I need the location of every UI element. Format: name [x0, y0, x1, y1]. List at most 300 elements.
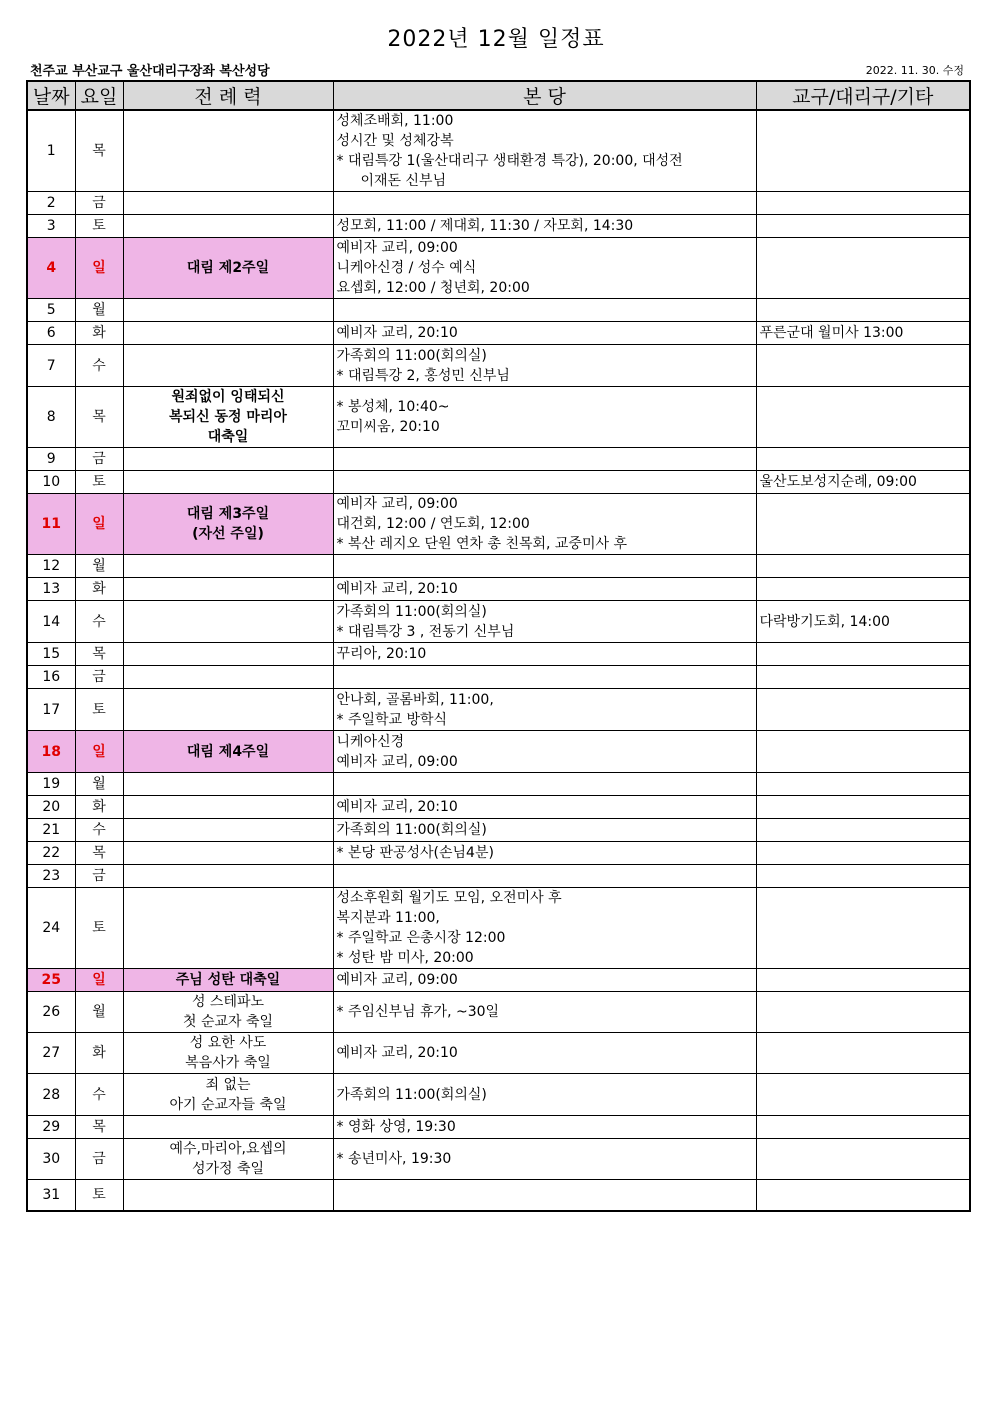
diocese-events — [756, 1033, 970, 1074]
diocese-events — [756, 238, 970, 299]
schedule-row — [27, 299, 970, 322]
liturgy-cell — [123, 238, 333, 299]
parish-events-line: * 대림특강 1(울산대리구 생태환경 특강), 20:00, 대성전 — [336, 153, 683, 169]
diocese-events — [756, 322, 970, 345]
revision-date: 2022. 11. 30. 수정 — [865, 64, 964, 77]
diocese-events — [756, 448, 970, 471]
day-of-week-line: 목 — [92, 646, 106, 662]
liturgy-cell — [123, 601, 333, 643]
day-number — [27, 1180, 75, 1211]
day-number — [27, 773, 75, 796]
parish-events — [333, 731, 756, 773]
day-number — [27, 494, 75, 555]
day-number — [27, 471, 75, 494]
day-number-line: 25 — [41, 972, 61, 988]
parish-events — [333, 865, 756, 888]
diocese-events — [756, 819, 970, 842]
parish-events-line: 성소후원회 월기도 모임, 오전미사 후 — [336, 890, 562, 906]
day-number-line: 14 — [42, 613, 61, 630]
liturgy-cell — [123, 110, 333, 192]
liturgy-cell — [123, 643, 333, 666]
liturgy-cell — [123, 666, 333, 689]
day-number-line: 9 — [46, 451, 56, 467]
day-of-week — [75, 666, 123, 689]
day-number-line: 22 — [42, 845, 61, 861]
liturgy-cell — [123, 1180, 333, 1211]
schedule-body — [27, 110, 970, 1211]
day-number — [27, 842, 75, 865]
schedule-row — [27, 448, 970, 471]
day-of-week — [75, 992, 123, 1033]
parish-events-line: 성체조배회, 11:00 — [336, 113, 454, 129]
schedule-table — [26, 80, 971, 1212]
parish-events — [333, 555, 756, 578]
liturgy-cell — [123, 299, 333, 322]
day-number-line: 3 — [46, 218, 56, 234]
parish-events-line: * 본당 판공성사(손님4분) — [336, 845, 494, 861]
liturgy-cell — [123, 387, 333, 448]
day-of-week — [75, 345, 123, 387]
parish-events — [333, 773, 756, 796]
day-number-line: 23 — [42, 868, 61, 884]
day-number-line: 29 — [42, 1119, 61, 1135]
diocese-events — [756, 888, 970, 969]
parish-events-line: * 대림특강 3 , 전동기 신부님 — [336, 623, 515, 640]
liturgy-cell — [123, 773, 333, 796]
parish-events-line: 예비자 교리, 09:00 — [336, 496, 458, 512]
parish-events — [333, 1116, 756, 1139]
day-of-week-line: 토 — [92, 1186, 106, 1203]
header-parish: 본 당 — [333, 81, 756, 110]
parish-events — [333, 299, 756, 322]
diocese-events — [756, 969, 970, 992]
liturgy-cell-line: 성가정 축일 — [191, 1161, 265, 1177]
parish-events — [333, 666, 756, 689]
day-number-line: 7 — [46, 357, 56, 374]
diocese-events — [756, 601, 970, 643]
schedule-row — [27, 643, 970, 666]
liturgy-cell — [123, 689, 333, 731]
day-of-week — [75, 299, 123, 322]
schedule-row — [27, 555, 970, 578]
diocese-events — [756, 865, 970, 888]
header-day-of-week: 요일 — [75, 81, 123, 110]
parish-events — [333, 448, 756, 471]
schedule-row — [27, 215, 970, 238]
liturgy-cell — [123, 494, 333, 555]
liturgy-cell-line: 대림 제3주일 — [186, 506, 270, 522]
parish-events — [333, 192, 756, 215]
day-of-week-line: 수 — [92, 357, 106, 374]
day-number — [27, 215, 75, 238]
day-number-line: 8 — [46, 409, 56, 425]
liturgy-cell-line: 원죄없이 잉태되신 — [171, 389, 285, 405]
day-number — [27, 601, 75, 643]
parish-events — [333, 110, 756, 192]
day-of-week — [75, 192, 123, 215]
parish-events-line: 안나회, 골롬바회, 11:00, — [336, 691, 494, 708]
parish-events-line: 예비자 교리, 09:00 — [336, 753, 458, 770]
liturgy-cell — [123, 192, 333, 215]
liturgy-cell — [123, 731, 333, 773]
day-of-week-line: 월 — [92, 776, 106, 792]
parish-events — [333, 819, 756, 842]
schedule-row — [27, 387, 970, 448]
parish-events — [333, 1033, 756, 1074]
liturgy-cell — [123, 1074, 333, 1116]
header-row — [27, 81, 970, 110]
day-of-week-line: 토 — [92, 701, 106, 718]
liturgy-cell-line: 주님 성탄 대축일 — [175, 972, 281, 988]
parish-events — [333, 215, 756, 238]
day-number — [27, 1074, 75, 1116]
diocese-events — [756, 842, 970, 865]
day-number — [27, 666, 75, 689]
diocese-events — [756, 192, 970, 215]
day-number — [27, 387, 75, 448]
diocese-events-line: 울산도보성지순례, 09:00 — [759, 474, 917, 490]
parish-events — [333, 643, 756, 666]
schedule-row — [27, 345, 970, 387]
parish-events — [333, 796, 756, 819]
schedule-row — [27, 1074, 970, 1116]
day-number — [27, 345, 75, 387]
day-number-line: 30 — [42, 1151, 61, 1167]
parish-events-line: 대건회, 12:00 / 연도회, 12:00 — [336, 516, 530, 532]
parish-events — [333, 345, 756, 387]
parish-events-line: 예비자 교리, 20:10 — [336, 325, 458, 341]
parish-events-line: 예비자 교리, 20:10 — [336, 799, 458, 815]
liturgy-cell — [123, 345, 333, 387]
diocese-events — [756, 299, 970, 322]
parish-events-line: 가족회의 11:00(회의실) — [336, 822, 487, 838]
parish-events-line: 예비자 교리, 09:00 — [336, 972, 458, 988]
diocese-events — [756, 731, 970, 773]
day-of-week-line: 목 — [92, 409, 106, 425]
day-number-line: 11 — [41, 516, 61, 532]
liturgy-cell-line: 죄 없는 — [205, 1076, 251, 1093]
schedule-row — [27, 969, 970, 992]
day-of-week-line: 토 — [92, 474, 106, 490]
day-of-week-line: 일 — [92, 743, 106, 760]
parish-events-line: 니케아신경 / 성수 예식 — [336, 260, 477, 276]
day-of-week-line: 월 — [92, 558, 106, 574]
day-of-week-line: 화 — [92, 1045, 106, 1061]
day-of-week-line: 화 — [92, 799, 106, 815]
parish-events-line: 꾸리아, 20:10 — [336, 646, 427, 662]
parish-events-line: * 봉성체, 10:40~ — [336, 399, 450, 415]
parish-events-line: 가족회의 11:00(회의실) — [336, 1086, 487, 1103]
day-number — [27, 1116, 75, 1139]
parish-events-line: 가족회의 11:00(회의실) — [336, 347, 487, 364]
parish-name: 천주교 부산교구 울산대리구장좌 복산성당 — [30, 64, 270, 79]
parish-events-line: 꼬미씨움, 20:10 — [336, 419, 440, 435]
liturgy-cell-line: 대림 제4주일 — [186, 743, 270, 760]
day-number — [27, 555, 75, 578]
parish-events — [333, 1139, 756, 1180]
liturgy-cell-line: 대림 제2주일 — [186, 260, 270, 276]
day-of-week-line: 목 — [92, 845, 106, 861]
liturgy-cell-line: 아기 순교자들 축일 — [169, 1096, 287, 1113]
day-of-week — [75, 448, 123, 471]
liturgy-cell — [123, 796, 333, 819]
day-number — [27, 1033, 75, 1074]
liturgy-cell — [123, 448, 333, 471]
parish-events-line: 예비자 교리, 20:10 — [336, 1045, 458, 1061]
liturgy-cell-line: 대축일 — [207, 429, 249, 445]
day-number-line: 2 — [46, 195, 56, 211]
day-of-week — [75, 731, 123, 773]
parish-events-line: 예비자 교리, 20:10 — [336, 581, 458, 597]
day-number-line: 20 — [42, 799, 61, 815]
schedule-row — [27, 1180, 970, 1211]
day-number-line: 1 — [46, 143, 56, 159]
header-liturgy: 전 례 력 — [123, 81, 333, 110]
day-number-line: 21 — [42, 822, 61, 838]
parish-events-line: 예비자 교리, 09:00 — [336, 240, 458, 256]
day-number-line: 17 — [42, 701, 61, 718]
parish-events — [333, 689, 756, 731]
day-of-week-line: 월 — [92, 1004, 106, 1020]
parish-events — [333, 601, 756, 643]
schedule-row — [27, 578, 970, 601]
header-diocese: 교구/대리구/기타 — [756, 81, 970, 110]
parish-events — [333, 969, 756, 992]
liturgy-cell-line: 첫 순교자 축일 — [182, 1014, 274, 1030]
day-number-line: 4 — [46, 260, 57, 276]
parish-events-line: 이재돈 신부님 — [360, 173, 447, 189]
diocese-events — [756, 110, 970, 192]
parish-events-line: * 복산 레지오 단원 연차 총 친목회, 교중미사 후 — [336, 536, 627, 552]
liturgy-cell — [123, 555, 333, 578]
liturgy-cell — [123, 842, 333, 865]
day-of-week — [75, 1074, 123, 1116]
day-number — [27, 888, 75, 969]
liturgy-cell — [123, 215, 333, 238]
liturgy-cell — [123, 888, 333, 969]
day-of-week — [75, 773, 123, 796]
parish-events-line: 니케아신경 — [336, 733, 405, 750]
day-number — [27, 865, 75, 888]
schedule-row — [27, 1033, 970, 1074]
parish-events-line: 요셉회, 12:00 / 청년회, 20:00 — [336, 280, 530, 296]
schedule-row — [27, 192, 970, 215]
day-of-week-line: 월 — [92, 302, 106, 318]
diocese-events-line: 다락방기도회, 14:00 — [759, 613, 890, 630]
schedule-row — [27, 842, 970, 865]
diocese-events — [756, 643, 970, 666]
day-of-week-line: 금 — [92, 195, 106, 211]
day-number-line: 31 — [42, 1186, 61, 1203]
diocese-events — [756, 578, 970, 601]
diocese-events — [756, 345, 970, 387]
diocese-events — [756, 471, 970, 494]
parish-events-line: 가족회의 11:00(회의실) — [336, 603, 487, 620]
day-number — [27, 992, 75, 1033]
parish-events — [333, 992, 756, 1033]
day-of-week-line: 수 — [92, 822, 106, 838]
day-of-week-line: 금 — [92, 1151, 106, 1167]
schedule-row — [27, 322, 970, 345]
liturgy-cell — [123, 969, 333, 992]
diocese-events — [756, 494, 970, 555]
diocese-events — [756, 1116, 970, 1139]
liturgy-cell-line: (자선 주일) — [192, 526, 264, 542]
parish-events-line: * 주일학교 은총시장 12:00 — [336, 930, 506, 946]
day-of-week-line: 토 — [92, 920, 106, 936]
day-number — [27, 1139, 75, 1180]
day-number-line: 24 — [42, 920, 61, 936]
diocese-events — [756, 387, 970, 448]
header-date: 날짜 — [27, 81, 75, 110]
diocese-events — [756, 1074, 970, 1116]
parish-events-line: 성모회, 11:00 / 제대회, 11:30 / 자모회, 14:30 — [336, 218, 634, 234]
diocese-events-line: 푸른군대 월미사 13:00 — [759, 325, 904, 341]
liturgy-cell-line: 성 요한 사도 — [189, 1035, 267, 1051]
diocese-events — [756, 992, 970, 1033]
day-of-week — [75, 1116, 123, 1139]
diocese-events — [756, 689, 970, 731]
parish-events — [333, 471, 756, 494]
day-number-line: 19 — [42, 776, 61, 792]
liturgy-cell — [123, 1033, 333, 1074]
day-number — [27, 731, 75, 773]
day-of-week-line: 일 — [92, 972, 106, 988]
schedule-row — [27, 238, 970, 299]
day-of-week-line: 화 — [92, 581, 106, 597]
diocese-events — [756, 666, 970, 689]
day-of-week-line: 금 — [92, 669, 106, 685]
parish-events — [333, 578, 756, 601]
day-number-line: 18 — [41, 743, 61, 760]
parish-events-line: 복지분과 11:00, — [336, 910, 440, 926]
day-of-week — [75, 865, 123, 888]
parish-events-line: * 주임신부님 휴가, ~30일 — [336, 1004, 500, 1020]
day-of-week — [75, 888, 123, 969]
parish-events-line: * 송년미사, 19:30 — [336, 1151, 452, 1167]
schedule-row — [27, 689, 970, 731]
day-of-week-line: 목 — [92, 143, 106, 159]
schedule-row — [27, 471, 970, 494]
day-of-week — [75, 969, 123, 992]
day-of-week-line: 목 — [92, 1119, 106, 1135]
day-of-week — [75, 842, 123, 865]
day-of-week — [75, 796, 123, 819]
day-of-week-line: 금 — [92, 868, 106, 884]
liturgy-cell — [123, 819, 333, 842]
liturgy-cell-line: 성 스테파노 — [191, 994, 265, 1010]
day-of-week — [75, 471, 123, 494]
schedule-row — [27, 865, 970, 888]
day-number-line: 15 — [42, 646, 61, 662]
liturgy-cell-line: 예수,마리아,요셉의 — [169, 1141, 287, 1157]
parish-events-line: * 대림특강 2, 홍성민 신부님 — [336, 367, 510, 384]
day-number-line: 16 — [42, 669, 61, 685]
parish-events — [333, 842, 756, 865]
day-of-week — [75, 819, 123, 842]
parish-events — [333, 1074, 756, 1116]
diocese-events — [756, 796, 970, 819]
day-of-week — [75, 387, 123, 448]
schedule-row — [27, 666, 970, 689]
parish-events — [333, 238, 756, 299]
liturgy-cell — [123, 1116, 333, 1139]
parish-events — [333, 494, 756, 555]
parish-events-line: * 주일학교 방학식 — [336, 711, 448, 728]
schedule-row — [27, 731, 970, 773]
day-number-line: 26 — [42, 1004, 61, 1020]
parish-events-line: 성시간 및 성체강복 — [336, 133, 454, 149]
schedule-row — [27, 888, 970, 969]
day-of-week — [75, 215, 123, 238]
page-title: 2022년 12월 일정표 — [387, 27, 605, 52]
day-number — [27, 578, 75, 601]
day-number — [27, 689, 75, 731]
schedule-row — [27, 773, 970, 796]
day-of-week-line: 수 — [92, 613, 106, 630]
day-number-line: 6 — [46, 325, 56, 341]
day-of-week-line: 수 — [92, 1086, 106, 1103]
parish-events — [333, 387, 756, 448]
day-number — [27, 299, 75, 322]
day-of-week-line: 화 — [92, 325, 106, 341]
day-of-week — [75, 689, 123, 731]
diocese-events — [756, 1180, 970, 1211]
schedule-row — [27, 601, 970, 643]
day-of-week — [75, 322, 123, 345]
day-number-line: 13 — [42, 581, 61, 597]
day-number-line: 5 — [46, 302, 56, 318]
day-of-week-line: 일 — [92, 516, 106, 532]
day-number-line: 28 — [42, 1086, 61, 1103]
schedule-row — [27, 992, 970, 1033]
day-number — [27, 796, 75, 819]
parish-events-line: * 성탄 밤 미사, 20:00 — [336, 950, 474, 966]
day-of-week — [75, 1033, 123, 1074]
day-of-week — [75, 601, 123, 643]
schedule-row — [27, 110, 970, 192]
day-of-week — [75, 110, 123, 192]
liturgy-cell — [123, 471, 333, 494]
parish-events — [333, 322, 756, 345]
liturgy-cell — [123, 992, 333, 1033]
day-of-week — [75, 1139, 123, 1180]
diocese-events — [756, 215, 970, 238]
parish-events — [333, 1180, 756, 1211]
day-of-week — [75, 1180, 123, 1211]
day-number — [27, 643, 75, 666]
day-number — [27, 192, 75, 215]
parish-events-line: * 영화 상영, 19:30 — [336, 1119, 456, 1135]
liturgy-cell-line: 복음사가 축일 — [185, 1055, 271, 1071]
liturgy-cell — [123, 1139, 333, 1180]
liturgy-cell — [123, 578, 333, 601]
schedule-row — [27, 1116, 970, 1139]
parish-events — [333, 888, 756, 969]
day-number-line: 12 — [42, 558, 61, 574]
schedule-row — [27, 819, 970, 842]
day-number-line: 10 — [42, 474, 61, 490]
schedule-row — [27, 796, 970, 819]
day-of-week — [75, 555, 123, 578]
day-of-week — [75, 494, 123, 555]
diocese-events — [756, 773, 970, 796]
day-of-week — [75, 643, 123, 666]
day-of-week — [75, 238, 123, 299]
diocese-events — [756, 555, 970, 578]
day-number — [27, 819, 75, 842]
day-number — [27, 322, 75, 345]
